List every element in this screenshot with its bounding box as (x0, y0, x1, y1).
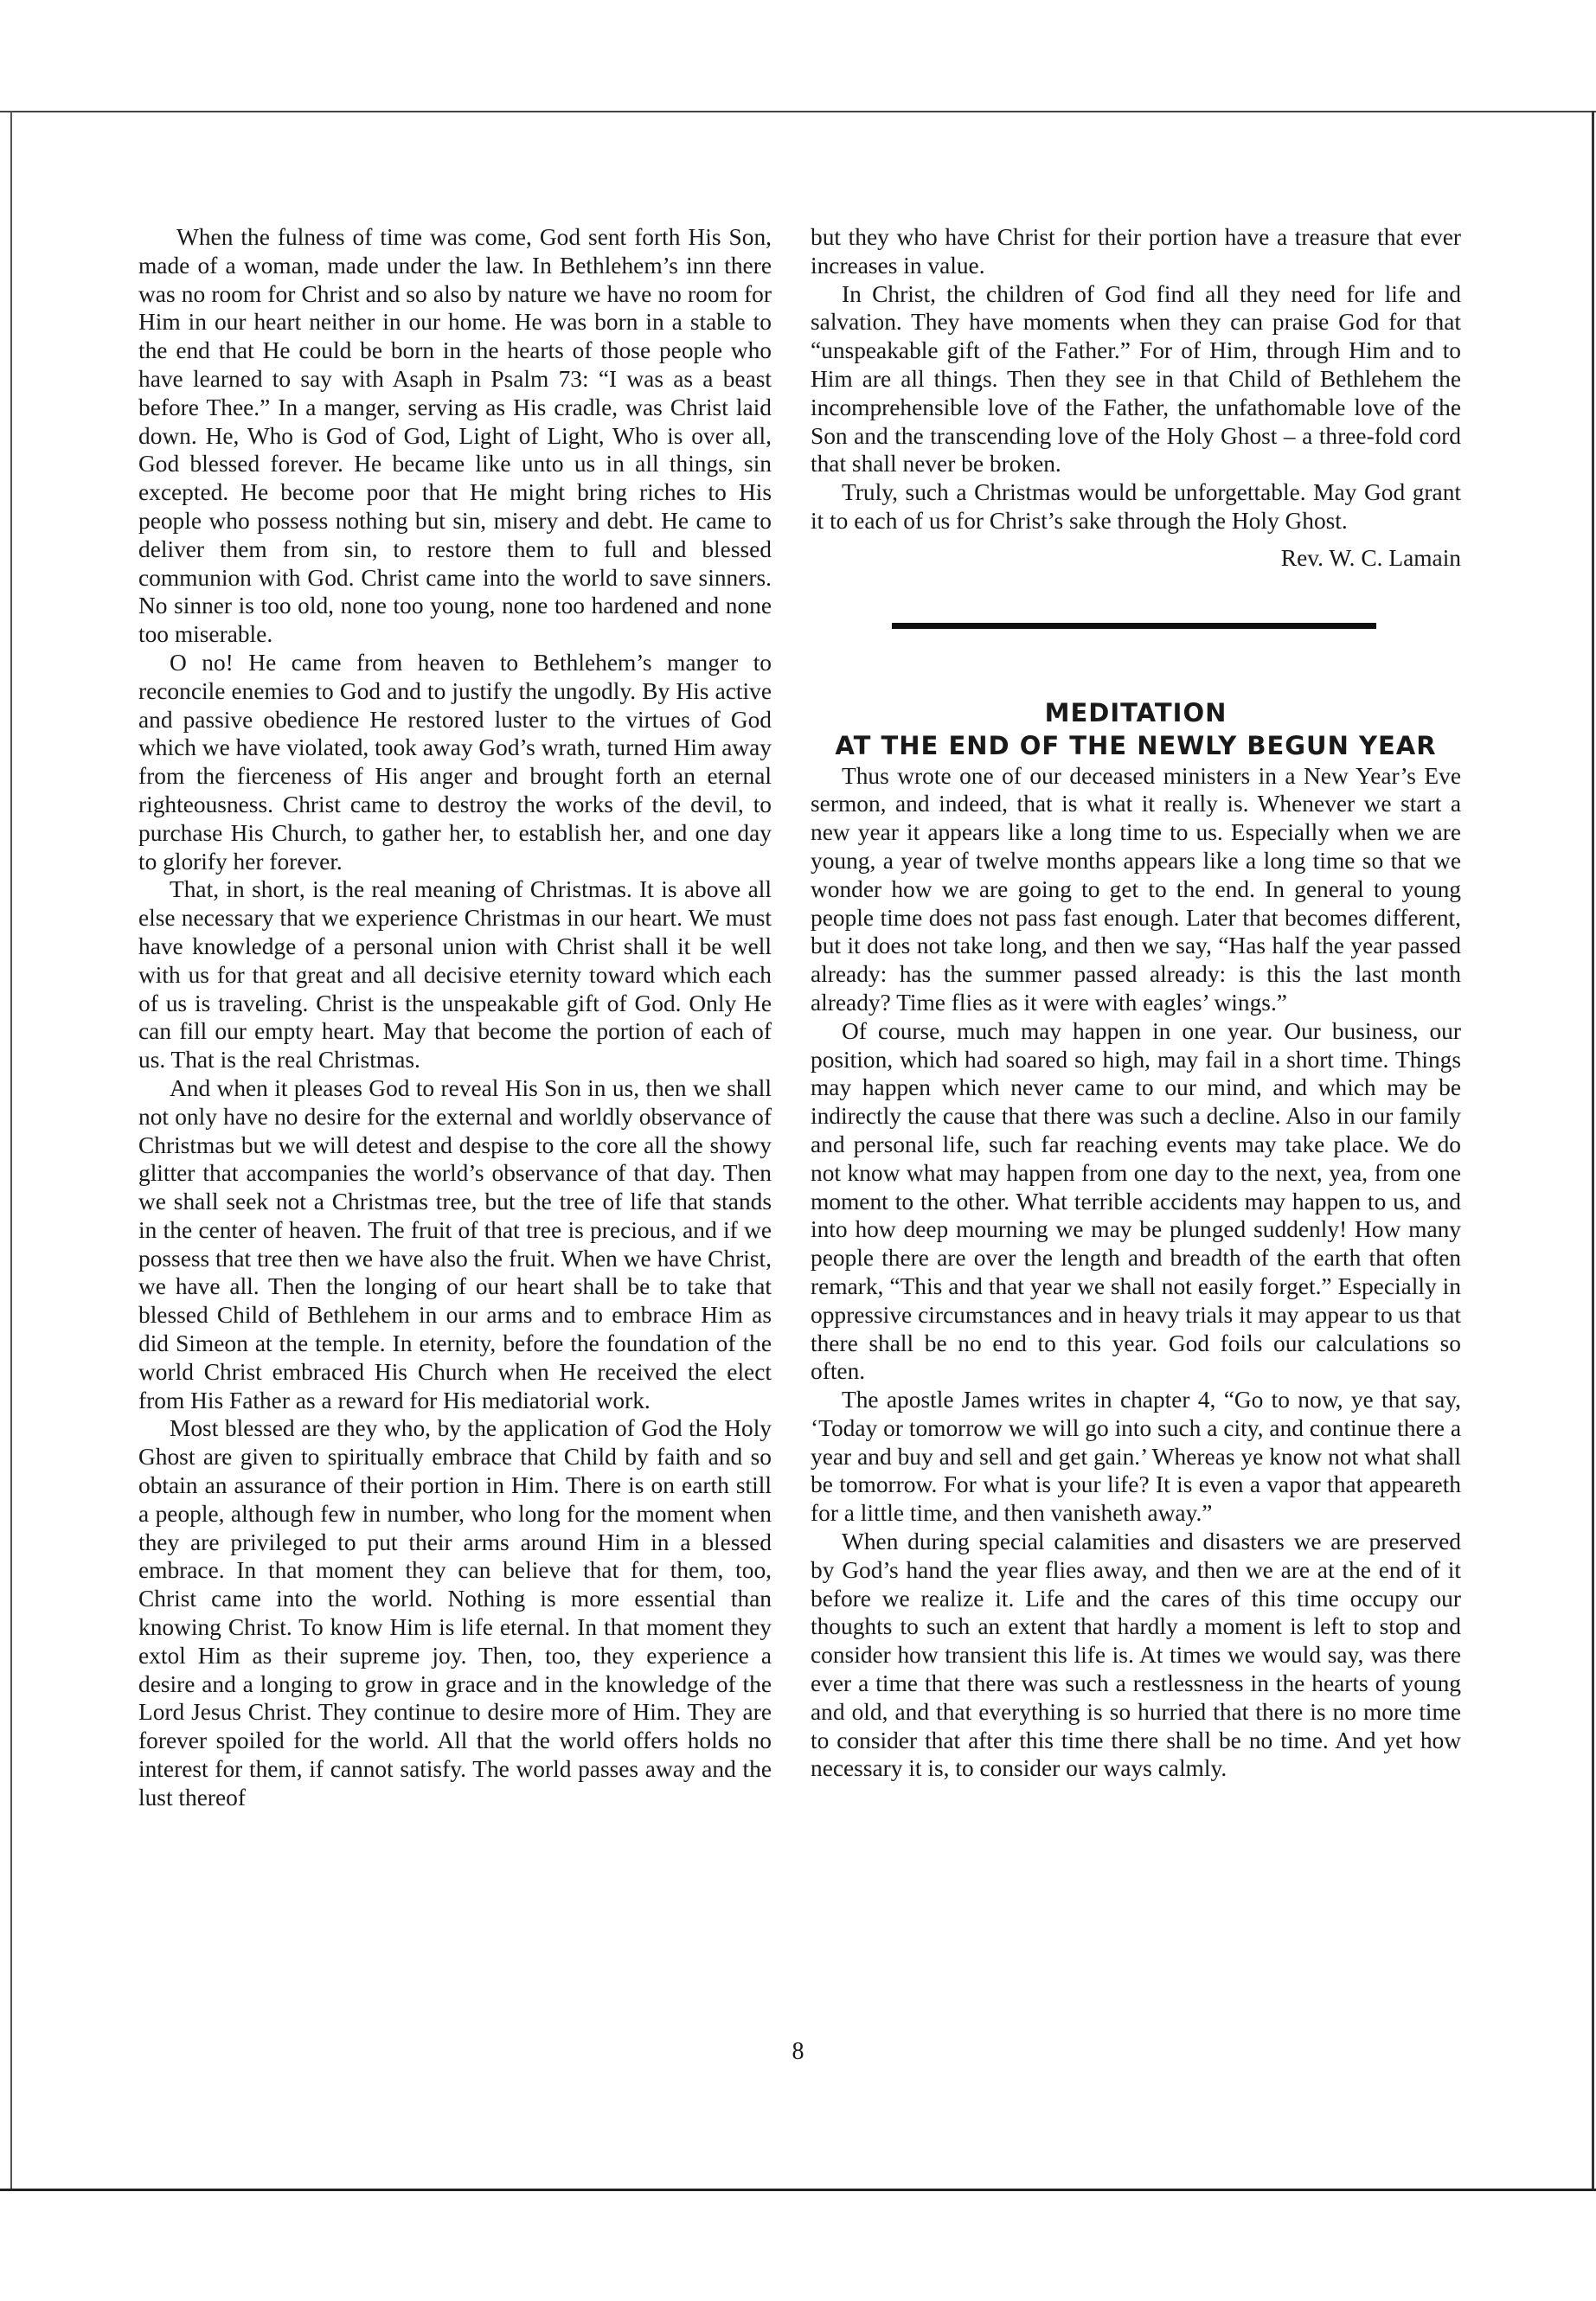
article-heading (811, 696, 1461, 762)
paragraph: Of course, much may happen in one year. Our business, our position, which had soared so high, may fail in a short time. Things may happen which never came to our mind, and which may be indirectly the cause that there was such a decline. Also in our family and personal life, such far reaching events may take place. We do not know what may happen from one day to the next, yea, from one moment to the other. What terrible accidents may happen to us, and into how deep mourning we may be plunged suddenly! How many people there are over the length and breadth of the earth that often remark, “This and that year we shall not easily forget.” Especially in oppressive circumstances and in heavy trials it may appear to us that there shall be no end to this year. God foils our calculations so often. (811, 1017, 1461, 1385)
heading-line-1: MEDITATION (1044, 697, 1227, 727)
continuation-paragraph: but they who have Christ for their portion have a treasure that ever increases in value. (811, 224, 1461, 279)
paragraph: Most blessed are they who, by the application of God the Holy Ghost are given to spiritually embrace that Child by faith and so obtain an assurance of their portion in Him. There is on earth still a people, although few in number, who long for the moment when they are privileged to put their arms around Him in a blessed embrace. In that moment they can believe that for them, too, Christ came into the world. Nothing is more essential than knowing Christ. To know Him is life eternal. In that moment they extol Him as their supreme joy. Then, too, they experience a desire and a longing to grow in grace and in the knowledge of the Lord Jesus Christ. They continue to desire more of Him. They are forever spoiled for the world. All that the world offers holds no interest for them, if cannot satisfy. The world passes away and the lust thereof (138, 1415, 772, 1811)
page-border-left (10, 111, 12, 2190)
paragraph: When during special calamities and disasters we are preserved by God’s hand the year flies away, and then we are at the end of it before we realize it. Life and the cares of this time occupy our thoughts to such an extent that hardly a moment is left to stop and consider how transient this life is. At times we would say, was there ever a time that there was such a restlessness in the hearts of young and old, and that everything is so hurried that there is no more time to consider that after this time there shall be no time. And yet how necessary it is, to consider our ways calmly. (811, 1529, 1461, 1782)
paragraph: In Christ, the children of God find all they need for life and salvation. They have moments when they can praise God for that “unspeakable gift of the Father.” For of Him, through Him and to Him are all things. Then they see in that Child of Bethlehem the incomprehensible love of the Father, the unfathomable love of the Son and the transcending love of the Holy Ghost – a three-fold cord that shall never be broken. (811, 280, 1461, 478)
section-divider (892, 623, 1376, 629)
page-border-top (0, 111, 1596, 112)
left-column (138, 223, 772, 1812)
page-border-bottom (0, 2189, 1596, 2191)
paragraph: When the fulness of time was come, God sent forth His Son, made of a woman, made under the law. In Bethlehem’s inn there was no room for Christ and so also by nature we have no room for Him in our heart neither in our home. He was born in a stable to the end that He could be born in the hearts of those people who have learned to say with Asaph in Psalm 73: “I was as a beast before Thee.” In a manger, serving as His cradle, was Christ laid down. He, Who is God of God, Light of Light, Who is over all, God blessed forever. He became like unto us in all things, sin excepted. He become poor that He might bring riches to His people who possess nothing but sin, misery and debt. He came to deliver them from sin, to restore them to full and blessed communion with God. Christ came into the world to save sinners. No sinner is too old, none too young, none too hardened and none too miserable. (138, 224, 772, 648)
author-signature: Rev. W. C. Lamain (1280, 544, 1461, 571)
paragraph: The apostle James writes in chapter 4, “Go to now, ye that say, ‘Today or tomorrow we will go into such a city, and continue there a year and buy and sell and get gain.’ Whereas ye know not what shall be tomorrow. For what is your life? It is even a vapor that appeareth for a little time, and then vanisheth away.” (811, 1387, 1461, 1527)
paragraph: And when it pleases God to reveal His Son in us, then we shall not only have no desire for the external and worldly observance of Christmas but we will detest and despise to the core all the showy glitter that accompanies the world’s observance of that day. Then we shall seek not a Christmas tree, but the tree of life that stands in the center of heaven. The fruit of that tree is precious, and if we possess that tree then we have also the fruit. When we have Christ, we have all. Then the longing of our heart shall be to take that blessed Child of Bethlehem in our arms and to embrace Him as did Simeon at the temple. In eternity, before the foundation of the world Christ embraced His Church when He received the elect from His Father as a reward for His mediatorial work. (138, 1074, 772, 1413)
page-border-right (1592, 111, 1594, 2190)
page-number: 8 (792, 2038, 804, 2065)
paragraph: That, in short, is the real meaning of Christmas. It is above all else necessary that we experience Christmas in our heart. We must have knowledge of a personal union with Christ shall it be well with us for that great and all decisive eternity toward which each of us is traveling. Christ is the unspeakable gift of God. Only He can fill our empty heart. May that become the portion of each of us. That is the real Christmas. (138, 876, 772, 1074)
heading-line-2: AT THE END OF THE NEWLY BEGUN YEAR (835, 730, 1437, 760)
paragraph: Truly, such a Christmas would be unforgettable. May God grant it to each of us for Christ’s sake through the Holy Ghost. (811, 479, 1461, 534)
right-column (811, 223, 1461, 1783)
paragraph: Thus wrote one of our deceased ministers in a New Year’s Eve sermon, and indeed, that is what it really is. Whenever we start a new year it appears like a long time to us. Especially when we are young, a year of twelve months appears like a long time so that we wonder how we are going to get to the end. In general to young people time does not pass fast enough. Later that becomes different, but it does not take long, and then we say, “Has half the year passed already: has the summer passed already: is this the last month already? Time flies as it were with eagles’ wings.” (811, 762, 1461, 1016)
paragraph: O no! He came from heaven to Bethlehem’s manger to reconcile enemies to God and to justify the ungodly. By His active and passive obedience He restored luster to the virtues of God which we have violated, took away God’s wrath, turned Him away from the fierceness of His anger and brought forth an eternal righteousness. Christ came to destroy the works of the devil, to purchase His Church, to gather her, to establish her, and one day to glorify her forever. (138, 649, 772, 875)
